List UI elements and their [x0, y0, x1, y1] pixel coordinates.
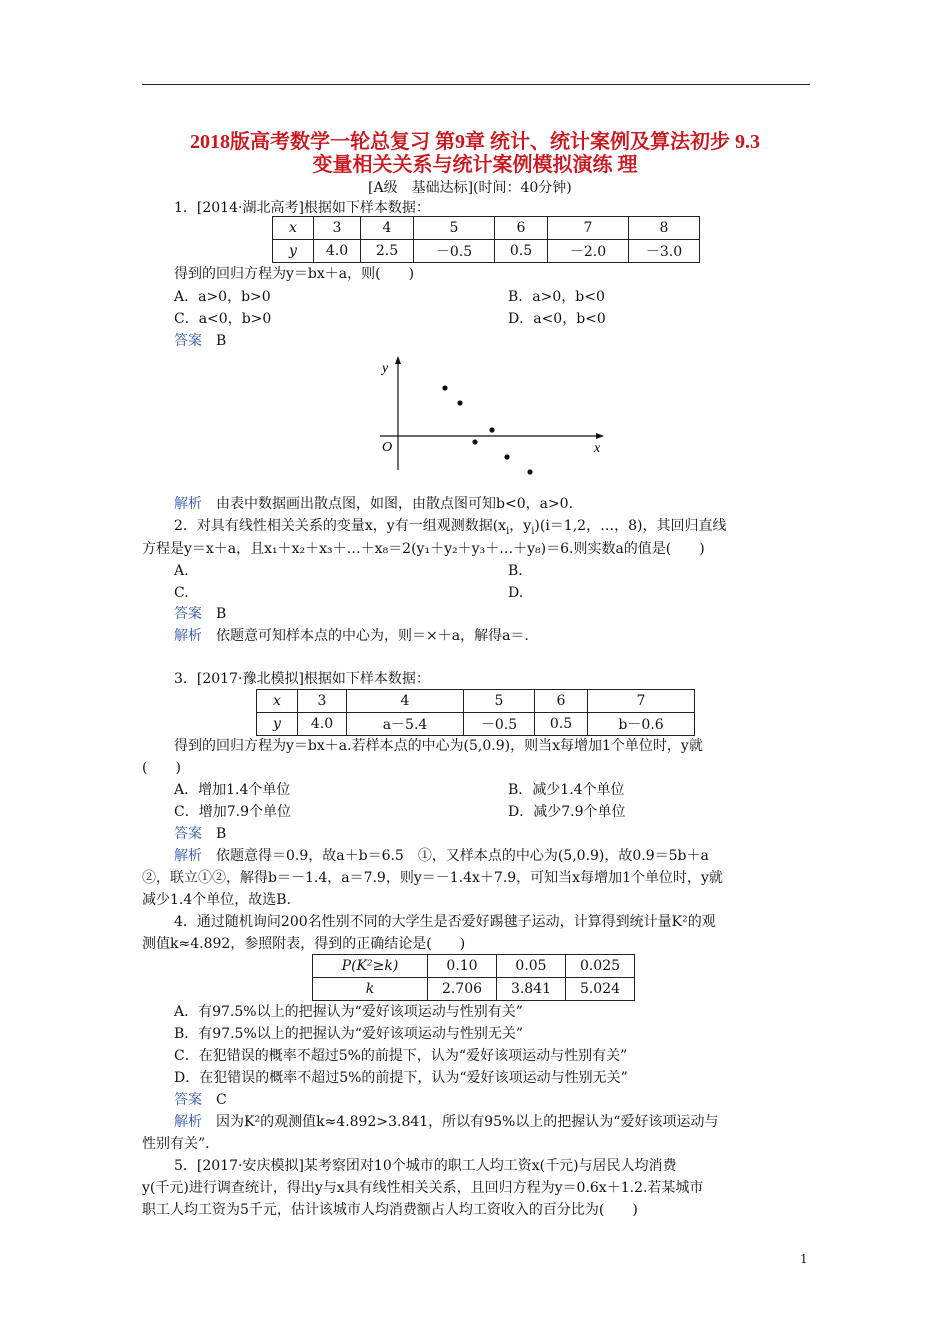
answer-label: 答案 [174, 826, 202, 842]
scatter-point [442, 385, 447, 390]
table-cell: －3.0 [629, 240, 700, 263]
q2-line1-c: )(i＝1,2，…，8)，其回归直线 [534, 518, 727, 534]
answer-value: B [216, 333, 227, 349]
table-cell: 0.5 [535, 713, 588, 736]
table-cell: y [273, 240, 314, 263]
table-cell: 3 [298, 690, 347, 713]
q3-stem: 3．[2017·豫北模拟]根据如下样本数据： [174, 671, 430, 687]
q5-line3: 职工人均工资为5千元，估计该城市人均消费额占人均工资收入的百分比为( ) [142, 1202, 638, 1218]
y-axis-label: y [382, 361, 389, 376]
q3-option-b: B．减少1.4个单位 [508, 782, 625, 798]
analysis-label: 解析 [174, 628, 202, 644]
q4-answer [174, 1090, 227, 1110]
q3-option-a: A．增加1.4个单位 [174, 782, 291, 798]
table-cell: y [257, 713, 298, 736]
table-row [313, 955, 635, 978]
table-cell: 7 [548, 217, 629, 240]
table-cell: 3 [314, 217, 361, 240]
q1-data-table [272, 216, 700, 263]
q1-option-a: A．a>0，b>0 [174, 289, 271, 305]
table-cell: a－5.4 [347, 713, 464, 736]
table-cell: 5 [414, 217, 495, 240]
q4-analysis-line2: 性别有关”． [142, 1136, 220, 1152]
analysis-text: 依题意可知样本点的中心为，则＝×＋a，解得a＝. [216, 628, 529, 644]
table-cell: 5 [464, 690, 535, 713]
q5-line1: 5．[2017·安庆模拟]某考察团对10个城市的职工人均工资x(千元)与居民人均消费 [174, 1158, 677, 1174]
q4-line1: 4．通过随机询问200名性别不同的大学生是否爱好踢毽子运动，计算得到统计量K²的观 [174, 914, 716, 930]
table-cell: 0.05 [497, 955, 566, 978]
q5-line2: y(千元)进行调查统计，得出y与x具有线性相关关系，且回归方程为y＝0.6x＋1.2.若某城市 [142, 1180, 704, 1196]
table-cell: 2.5 [361, 240, 414, 263]
q3-analysis-line3: 减少1.4个单位，故选B. [142, 892, 292, 908]
q3-analysis-line2: ②，联立①②，解得b＝－1.4，a＝7.9，则y＝－1.4x＋7.9，可知当x每增加1个单位时，y就 [142, 870, 723, 886]
q2-option-c: C. [174, 585, 189, 601]
q1-option-b: B．a>0，b<0 [508, 289, 605, 305]
q3-option-d: D．减少7.9个单位 [508, 804, 626, 820]
table-row [257, 713, 695, 736]
q4-option-a: A．有97.5%以上的把握认为“爱好该项运动与性别有关” [174, 1004, 523, 1020]
table-row [257, 690, 695, 713]
table-cell: 6 [535, 690, 588, 713]
table-cell: 0.025 [566, 955, 635, 978]
q4-option-b: B．有97.5%以上的把握认为“爱好该项运动与性别无关” [174, 1026, 524, 1042]
header-rule [142, 84, 810, 85]
table-cell: 4 [361, 217, 414, 240]
q2-line1-b: ，y [509, 518, 532, 534]
q1-question: 得到的回归方程为y＝bx＋a，则( ) [174, 266, 415, 282]
analysis-label: 解析 [174, 496, 202, 512]
q1-option-c: C．a<0，b>0 [174, 311, 272, 327]
q4-option-c: C．在犯错误的概率不超过5%的前提下，认为“爱好该项运动与性别有关” [174, 1048, 628, 1064]
table-cell: －0.5 [464, 713, 535, 736]
table-cell: x [273, 217, 314, 240]
table-cell: 0.5 [495, 240, 548, 263]
q1-answer [174, 331, 226, 351]
table-cell: 4.0 [298, 713, 347, 736]
q3-option-c: C．增加7.9个单位 [174, 804, 291, 820]
table-cell: 4.0 [314, 240, 361, 263]
scatter-point [489, 427, 494, 432]
q2-option-d: D. [508, 585, 524, 601]
q2-option-a: A. [174, 563, 189, 579]
table-cell: k [313, 978, 428, 1001]
q3-answer [174, 824, 226, 844]
analysis-text: 依题意得＝0.9，故a＋b＝6.5 ①，又样本点的中心为(5,0.9)，故0.9＝5b＋a [216, 848, 709, 864]
q3-analysis-line1 [174, 846, 709, 866]
answer-value: B [216, 606, 227, 622]
table-cell: 3.841 [497, 978, 566, 1001]
q2-line1-a: 2．对具有线性相关关系的变量x，y有一组观测数据(x [174, 518, 507, 534]
q2-subscript: i [531, 525, 535, 537]
scatter-point [457, 400, 462, 405]
table-cell: 4 [347, 690, 464, 713]
q1-analysis [174, 494, 573, 514]
q4-option-d: D．在犯错误的概率不超过5%的前提下，认为“爱好该项运动与性别无关” [174, 1070, 628, 1086]
doc-title-line1: 2018版高考数学一轮总复习 第9章 统计、统计案例及算法初步 9.3 [190, 131, 760, 153]
table-cell: 7 [588, 690, 695, 713]
q1-stem: 1．[2014·湖北高考]根据如下样本数据： [174, 200, 430, 216]
table-row [273, 217, 700, 240]
level-subtitle: [A级 基础达标](时间：40分钟) [368, 180, 572, 196]
table-cell: b－0.6 [588, 713, 695, 736]
scatter-figure [368, 352, 618, 482]
table-cell: x [257, 690, 298, 713]
table-row [313, 978, 635, 1001]
table-cell: 5.024 [566, 978, 635, 1001]
table-cell: 0.10 [428, 955, 497, 978]
answer-value: C [216, 1092, 227, 1108]
q1-option-d: D．a<0，b<0 [508, 311, 606, 327]
scatter-point [472, 439, 477, 444]
q3-question-line2: ( ) [142, 760, 181, 776]
table-cell: 6 [495, 217, 548, 240]
table-cell: 8 [629, 217, 700, 240]
q2-line2: 方程是y＝x＋a，且x₁＋x₂＋x₃＋…＋x₈＝2(y₁＋y₂＋y₃＋…＋y₈)＝6.则实数a的值是( ) [142, 541, 705, 557]
doc-title-line2: 变量相关关系与统计案例模拟演练 理 [312, 154, 638, 176]
q2-subscript: i [506, 525, 510, 537]
x-axis-arrow [596, 433, 604, 439]
origin-label: O [382, 440, 393, 455]
table-cell: －0.5 [414, 240, 495, 263]
q4-reference-table [312, 954, 635, 1001]
answer-label: 答案 [174, 606, 202, 622]
answer-label: 答案 [174, 1092, 202, 1108]
table-cell: P(K²≥k) [313, 955, 428, 978]
q3-question-line1: 得到的回归方程为y＝bx＋a.若样本点的中心为(5,0.9)，则当x每增加1个单位时，y就 [174, 738, 703, 754]
table-row [273, 240, 700, 263]
q2-line1 [174, 516, 726, 542]
page-number: 1 [800, 1252, 808, 1266]
analysis-text: 因为K²的观测值k≈4.892>3.841，所以有95%以上的把握认为“爱好该项运动与 [216, 1114, 719, 1130]
answer-value: B [216, 826, 227, 842]
q4-analysis-line1 [174, 1112, 718, 1132]
analysis-label: 解析 [174, 1114, 202, 1130]
q4-line2: 测值k≈4.892，参照附表，得到的正确结论是( ) [142, 936, 466, 952]
scatter-point [527, 469, 532, 474]
answer-label: 答案 [174, 333, 202, 349]
analysis-label: 解析 [174, 848, 202, 864]
y-axis-arrow [395, 356, 401, 364]
table-cell: 2.706 [428, 978, 497, 1001]
table-cell: －2.0 [548, 240, 629, 263]
x-axis-label: x [594, 441, 601, 456]
q2-analysis [174, 626, 529, 646]
analysis-text: 由表中数据画出散点图，如图，由散点图可知b<0，a>0. [216, 496, 574, 512]
scatter-point [504, 454, 509, 459]
q3-data-table [256, 689, 695, 736]
q2-answer [174, 604, 226, 624]
q2-option-b: B. [508, 563, 523, 579]
